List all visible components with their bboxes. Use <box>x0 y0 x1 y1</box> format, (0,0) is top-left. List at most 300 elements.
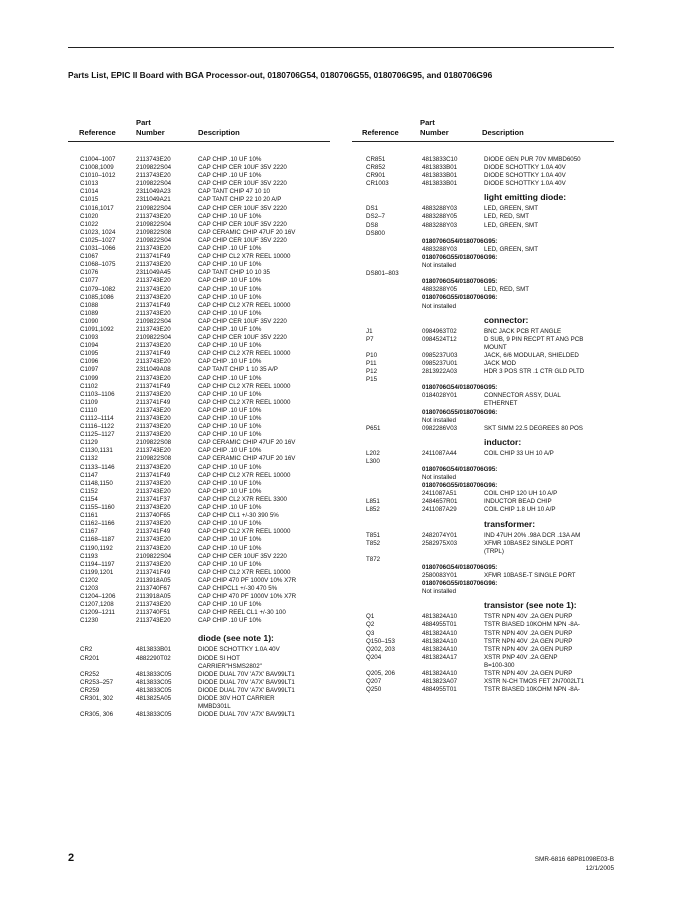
variant-label: 0180706G54/0180706G95: <box>422 563 498 571</box>
row-reference: C1099 <box>80 374 99 382</box>
row-description: CAP CHIP 470 PF 1000V 10% X7R <box>198 593 297 601</box>
row-part-number: 2113743E20 <box>136 536 171 544</box>
row-reference: C1014 <box>80 188 99 196</box>
row-description: CONNECTOR ASSY, DUAL <box>484 392 561 400</box>
row-reference: Q204 <box>366 653 382 661</box>
row-description: CAP CHIP .10 UF 10% <box>198 463 262 471</box>
row-reference: C1132 <box>80 455 98 463</box>
row-description: DIODE DUAL 70V 'A7X' BAV99LT1 <box>198 711 295 719</box>
parts-row <box>80 655 338 663</box>
row-part-number: 2113743E20 <box>136 617 171 625</box>
row-part-number: 2109822S04 <box>136 334 172 342</box>
footer-doc-info <box>535 855 614 873</box>
left-header-rule <box>68 141 330 142</box>
parts-row <box>366 164 624 172</box>
row-description: CAP CHIP .10 UF 10% <box>198 277 262 285</box>
footer-doc-id: SMR-6816 68P81098E03-B <box>534 856 614 863</box>
parts-row <box>80 671 338 679</box>
row-description: CAP CHIP .10 UF 10% <box>198 544 262 552</box>
row-part-number: 2109822S08 <box>136 439 172 447</box>
parts-row <box>366 458 624 466</box>
row-reference: DS800 <box>366 229 385 237</box>
row-reference: C1094 <box>80 342 99 350</box>
variant-label: 0180706G54/0180706G95: <box>422 278 498 286</box>
row-description: CAP CHIP CL2 X7R REEL 10000 <box>198 301 291 309</box>
row-description: CAP CHIP CL2 X7R REEL 10000 <box>198 528 291 536</box>
parts-row <box>80 423 338 431</box>
row-description: CAP CERAMIC CHIP 47UF 20 16V <box>198 439 296 447</box>
row-part-number: 2484657R01 <box>422 498 458 506</box>
row-reference: CR852 <box>366 164 386 172</box>
row-part-number: 2113743E20 <box>136 487 171 495</box>
row-reference <box>366 564 422 572</box>
row-description: TSTR NPN 40V .2A GEN PURP <box>484 669 573 677</box>
row-reference: C1194–1197 <box>80 560 115 568</box>
row-part-number: 2113743E20 <box>136 544 171 552</box>
row-part-number: 2113741F49 <box>136 301 171 309</box>
page-number: 2 <box>68 852 75 864</box>
parts-row <box>366 630 624 638</box>
row-reference: C1067 <box>80 253 99 261</box>
row-description: MOUNT <box>484 343 507 351</box>
row-reference: C1148,1150 <box>80 479 113 487</box>
row-reference: C1130,1131 <box>80 447 113 455</box>
row-reference <box>366 548 422 556</box>
parts-row <box>366 564 624 572</box>
row-reference: P12 <box>366 368 378 376</box>
row-part-number: 4813833C05 <box>136 670 172 678</box>
row-description: DIODE GEN PUR 70V MMBD6050 <box>484 156 581 163</box>
row-reference <box>366 400 422 408</box>
row-part-number <box>422 458 484 466</box>
row-description: CAP CHIP CER 10UF 35V 2220 <box>198 180 287 188</box>
footer-date: 12/1/2005 <box>585 865 614 872</box>
section-heading: connector: <box>484 314 529 325</box>
row-part-number: Not installed <box>422 588 457 596</box>
parts-row <box>366 230 624 238</box>
parts-row <box>366 368 624 376</box>
page-title: Parts List, EPIC II Board with BGA Processor-out, 0180706G54, 0180706G55, 0180706G95, and 0180706G96 <box>68 70 493 80</box>
parts-row <box>80 245 338 253</box>
row-part-number <box>422 556 484 564</box>
row-reference <box>366 409 422 417</box>
row-reference: C1116–1122 <box>80 423 115 431</box>
row-part-number: 2113741F49 <box>136 528 171 536</box>
left-header-description: Description <box>198 128 240 137</box>
section-heading: diode (see note 1): <box>198 633 274 644</box>
row-reference: C1162–1166 <box>80 520 115 528</box>
parts-row <box>80 585 338 593</box>
parts-row <box>80 237 338 245</box>
row-reference: J1 <box>366 327 373 335</box>
parts-row <box>366 506 624 514</box>
row-reference <box>80 663 136 671</box>
row-part-number: 2113743E20 <box>136 212 171 220</box>
parts-row <box>366 213 624 221</box>
row-description <box>484 262 624 270</box>
parts-row <box>80 156 338 164</box>
row-description: CAP CHIP .10 UF 10% <box>198 390 262 398</box>
row-reference <box>366 344 422 352</box>
parts-row <box>80 286 338 294</box>
parts-row <box>366 638 624 646</box>
row-reference: C1025–1027 <box>80 236 116 244</box>
row-part-number <box>422 548 484 556</box>
row-reference: L851 <box>366 498 380 506</box>
row-part-number: 4813833C05 <box>136 711 172 719</box>
parts-row <box>366 344 624 352</box>
row-reference: Q250 <box>366 686 382 694</box>
row-part-number: 4884955T01 <box>422 686 457 694</box>
row-reference: C1089 <box>80 309 99 317</box>
row-part-number: Not installed <box>422 262 457 270</box>
row-description: CAP CHIP .10 UF 10% <box>198 560 262 568</box>
parts-row <box>366 532 624 540</box>
parts-row <box>366 670 624 678</box>
parts-row <box>366 450 624 458</box>
row-part-number: 2113743E20 <box>136 415 171 422</box>
row-description: XFMR 10BASE-T SINGLE PORT <box>484 572 576 580</box>
right-header-number: Number <box>420 128 449 137</box>
row-reference: C1207,1208 <box>80 601 114 609</box>
parts-row <box>80 472 338 480</box>
parts-row <box>80 455 338 463</box>
row-reference: L300 <box>366 457 380 465</box>
row-description: HDR 3 POS STR .1 CTR GLD PLTD <box>484 368 585 376</box>
row-reference <box>366 588 422 596</box>
parts-row <box>80 569 338 577</box>
parts-row <box>80 277 338 285</box>
row-description: TSTR NPN 40V .2A GEN PURP <box>484 645 573 653</box>
row-description: CAP CHIP CER 10UF 35V 2220 <box>198 220 287 228</box>
parts-row <box>80 164 338 172</box>
row-reference: C1079–1082 <box>80 285 116 293</box>
row-reference: CR301, 302 <box>80 695 114 702</box>
row-part-number: 4813824A10 <box>422 629 458 637</box>
row-part-number: 0984963T02 <box>422 327 457 335</box>
row-reference: C1096 <box>80 358 99 366</box>
row-reference: C1110 <box>80 406 98 414</box>
parts-row <box>80 663 338 671</box>
row-part-number <box>136 663 198 671</box>
row-reference: Q205, 206 <box>366 669 395 677</box>
row-reference: C1093 <box>80 334 99 342</box>
row-description: CAP CHIP CL2 X7R REEL 10000 <box>198 568 291 576</box>
row-description: COIL CHIP 120 UH 10 A/P <box>484 490 558 498</box>
row-description: CAP CHIP .10 UF 10% <box>198 504 262 512</box>
row-description: CAP CHIP CL1 +/-30 390 5% <box>198 512 279 520</box>
row-reference: C1202 <box>80 576 99 584</box>
row-part-number: 2113743E20 <box>136 390 171 398</box>
parts-row <box>80 464 338 472</box>
parts-row <box>366 556 624 564</box>
row-part-number <box>422 230 484 238</box>
row-description: B=100-300 <box>484 661 515 669</box>
row-description: DIODE SCHOTTKY 1.0A 40V <box>484 172 566 180</box>
row-description: LED, GREEN, SMT <box>484 205 538 213</box>
row-description: CAP CHIP CL2 X7R REEL 10000 <box>198 253 291 261</box>
row-description: CAP CHIP .10 UF 10% <box>198 536 262 544</box>
row-reference <box>366 392 422 400</box>
row-part-number: 2109822S08 <box>136 228 172 236</box>
row-reference: C1167 <box>80 528 98 536</box>
row-description: CAP CHIP .10 UF 10% <box>198 374 262 382</box>
row-part-number: 2113743E20 <box>136 431 171 439</box>
row-part-number <box>422 376 484 384</box>
row-description <box>484 376 624 384</box>
row-reference: C1109 <box>80 398 98 406</box>
row-part-number: 2113743E20 <box>136 463 171 471</box>
row-description: DIODE SCHOTTKY 1.0A 40V <box>484 164 566 172</box>
row-reference: C1190,1192 <box>80 544 113 552</box>
row-description: CAP CHIP .10 UF 10% <box>198 325 262 333</box>
row-reference: CR253–257 <box>80 678 114 686</box>
parts-row <box>80 310 338 318</box>
row-reference: C1088 <box>80 301 99 309</box>
row-part-number: 0985237U03 <box>422 351 458 359</box>
row-part-number: 2109822S04 <box>136 317 172 325</box>
parts-row <box>80 229 338 237</box>
parts-row <box>366 352 624 360</box>
row-description: XFMR 10BASE2 SINGLE PORT <box>484 539 574 547</box>
right-header-rule <box>352 141 614 142</box>
row-part-number <box>422 344 484 352</box>
row-reference: T851 <box>366 531 381 539</box>
row-description: JACK MOD <box>484 359 516 367</box>
parts-row <box>80 172 338 180</box>
row-part-number: 2311049A23 <box>136 188 171 196</box>
parts-row <box>80 601 338 609</box>
right-header-description: Description <box>482 128 524 137</box>
row-description: CAP CHIP .10 UF 10% <box>198 479 262 487</box>
variant-label: 0180706G54/0180706G95: <box>422 466 498 473</box>
row-reference: C1090 <box>80 317 99 325</box>
row-part-number: 4813823A07 <box>422 678 458 686</box>
row-part-number: 2311049A45 <box>136 269 171 277</box>
row-description: TSTR NPN 40V .2A GEN PURP <box>484 613 573 621</box>
row-description: CAP CHIP .10 UF 10% <box>198 423 262 431</box>
row-part-number: 4882290T02 <box>136 654 171 662</box>
row-reference: C1193 <box>80 552 98 560</box>
row-reference: CR252 <box>80 670 100 678</box>
row-part-number: 2113743E20 <box>136 172 171 180</box>
row-reference <box>366 384 422 392</box>
parts-row <box>366 303 624 311</box>
row-reference: C1161 <box>80 512 98 520</box>
row-reference: P11 <box>366 359 377 367</box>
row-part-number: 4883288Y03 <box>422 221 458 229</box>
section-heading: transformer: <box>484 518 536 529</box>
row-reference: Q202, 203 <box>366 645 395 653</box>
left-header-part: Part <box>136 118 151 127</box>
row-part-number: 4813833B01 <box>422 180 458 188</box>
parts-row <box>366 376 624 384</box>
row-part-number: 2109822S04 <box>136 236 172 244</box>
parts-row <box>80 577 338 585</box>
row-part-number: Not installed <box>422 474 457 482</box>
parts-row <box>80 504 338 512</box>
row-reference: P651 <box>366 424 381 432</box>
row-description: LED, GREEN, SMT <box>484 245 538 253</box>
row-part-number: 2113741F49 <box>136 398 171 406</box>
parts-row <box>366 262 624 270</box>
right-header-part: Part <box>420 118 435 127</box>
parts-row <box>80 545 338 553</box>
parts-row <box>366 466 624 474</box>
parts-row <box>80 358 338 366</box>
row-reference <box>366 294 422 302</box>
row-reference: C1085,1086 <box>80 293 114 301</box>
row-reference: DS8 <box>366 221 379 229</box>
row-part-number: 2109822S04 <box>136 164 172 172</box>
row-reference: C1076 <box>80 269 99 277</box>
row-description: CAP CHIP 470 PF 1000V 10% X7R <box>198 576 297 584</box>
left-header-number: Number <box>136 128 165 137</box>
row-description: CAP CHIP CER 10UF 35V 2220 <box>198 552 287 560</box>
row-reference <box>366 490 422 498</box>
row-description: (TRPL) <box>484 547 504 555</box>
row-part-number: 4883288Y05 <box>422 213 458 221</box>
parts-row <box>366 172 624 180</box>
row-part-number: 4813833C05 <box>136 686 172 694</box>
row-part-number: 2113743E20 <box>136 560 171 568</box>
row-reference: P10 <box>366 351 378 359</box>
row-description: CAP CHIP REEL CL1 +/-30 100 <box>198 609 286 617</box>
row-part-number <box>136 703 198 711</box>
row-reference: C1125–1127 <box>80 431 115 439</box>
row-part-number: 2113743E20 <box>136 277 171 285</box>
row-description: LED, RED, SMT <box>484 213 530 221</box>
row-part-number: 2580083Y01 <box>422 572 458 580</box>
row-description: CAP CHIP .10 UF 10% <box>198 212 262 220</box>
row-part-number: 2113743E20 <box>136 325 171 333</box>
row-reference <box>366 303 422 311</box>
row-reference: C1230 <box>80 617 99 625</box>
row-reference: C1031–1066 <box>80 245 116 253</box>
row-reference <box>366 482 422 490</box>
row-part-number: 2113743E20 <box>136 479 171 487</box>
row-part-number: 2113740F65 <box>136 512 171 520</box>
row-description: CAP CHIP .10 UF 10% <box>198 617 262 625</box>
row-description <box>484 458 624 466</box>
row-description: CAP CHIP CL2 X7R REEL 3300 <box>198 495 287 503</box>
row-description: CAP CHIP CER 10UF 35V 2220 <box>198 317 287 325</box>
row-description: CAP CHIP .10 UF 10% <box>198 520 262 528</box>
row-reference: DS2–7 <box>366 213 385 221</box>
row-description: CAP CHIP CER 10UF 35V 2220 <box>198 164 287 172</box>
parts-row <box>366 286 624 294</box>
row-reference: C1154 <box>80 495 98 503</box>
parts-row <box>366 270 624 278</box>
row-part-number: 2113743E20 <box>136 504 171 512</box>
row-description: CAP TANT CHIP 1 10 35 A/P <box>198 366 278 374</box>
top-rule <box>68 47 614 48</box>
parts-row <box>80 431 338 439</box>
row-description: CAP TANT CHIP 22 10 20 A/P <box>198 196 282 204</box>
row-description: MMBD301L <box>198 703 231 711</box>
row-reference: Q3 <box>366 629 375 637</box>
row-description: CAP CERAMIC CHIP 47UF 20 16V <box>198 455 296 463</box>
parts-row <box>80 561 338 569</box>
parts-row <box>80 480 338 488</box>
row-description: CAP CHIP CER 10UF 35V 2220 <box>198 204 287 212</box>
parts-row <box>366 392 624 400</box>
row-part-number: 4883288Y05 <box>422 286 458 294</box>
row-reference: C1129 <box>80 439 98 447</box>
row-reference: Q1 <box>366 613 375 621</box>
row-description: JACK, 6/6 MODULAR, SHIELDED <box>484 351 579 359</box>
row-description: CAP CHIP .10 UF 10% <box>198 261 262 269</box>
parts-row <box>80 617 338 625</box>
parts-row <box>366 482 624 490</box>
parts-row <box>366 548 624 556</box>
row-reference: C1077 <box>80 277 99 285</box>
row-description: COIL CHIP 1.8 UH 10 A/P <box>484 506 556 514</box>
parts-row <box>80 553 338 561</box>
parts-row <box>80 302 338 310</box>
row-reference <box>366 262 422 270</box>
row-description <box>484 303 624 311</box>
parts-row <box>366 278 624 286</box>
parts-row <box>80 520 338 528</box>
parts-row <box>366 156 624 164</box>
row-part-number: 2113740F51 <box>136 609 171 617</box>
row-part-number: 2109822S04 <box>136 220 172 228</box>
variant-label: 0180706G54/0180706G95: <box>422 237 498 245</box>
row-reference: P7 <box>366 335 374 343</box>
row-reference: C1203 <box>80 584 99 592</box>
row-reference: CR201 <box>80 654 100 662</box>
row-reference: C1133–1146 <box>80 463 115 471</box>
parts-row <box>366 328 624 336</box>
row-reference: CR1003 <box>366 180 389 188</box>
row-part-number: 2113741F49 <box>136 382 171 390</box>
parts-row <box>366 613 624 621</box>
row-part-number: 4883288Y03 <box>422 245 458 253</box>
parts-row <box>80 439 338 447</box>
parts-row <box>366 360 624 368</box>
row-part-number: 2113918A05 <box>136 593 171 601</box>
row-description: CAP CHIP CL2 X7R REEL 10000 <box>198 471 291 479</box>
row-reference: C1016,1017 <box>80 204 114 212</box>
parts-row <box>80 512 338 520</box>
row-description: CAP CHIP .10 UF 10% <box>198 487 262 495</box>
parts-row <box>366 254 624 262</box>
row-description: CAP CHIP .10 UF 10% <box>198 358 262 366</box>
row-description: CAP CHIP CL2 X7R REEL 10000 <box>198 398 291 406</box>
row-description: CAP CHIP CER 10UF 35V 2220 <box>198 236 287 244</box>
parts-row <box>366 294 624 302</box>
row-reference: C1020 <box>80 212 99 220</box>
variant-label: 0180706G55/0180706G96: <box>422 294 498 302</box>
row-description: XSTR N-CH TMOS FET 2N7002LT1 <box>484 678 585 686</box>
parts-row <box>80 711 338 719</box>
row-reference: C1015 <box>80 196 99 204</box>
row-description: CAP CERAMIC CHIP 47UF 20 16V <box>198 228 296 236</box>
row-reference: L852 <box>366 506 380 514</box>
parts-row <box>80 447 338 455</box>
row-part-number: 2113918A05 <box>136 576 171 584</box>
parts-row <box>366 384 624 392</box>
parts-row <box>80 253 338 261</box>
row-reference <box>366 580 422 588</box>
row-description: CAP CHIPCL1 +/-30 470 5% <box>198 584 278 592</box>
row-description <box>484 474 624 482</box>
parts-row <box>80 415 338 423</box>
row-part-number: 2113741F49 <box>136 471 171 479</box>
row-description: CARRIER"HSMS2802" <box>198 662 262 670</box>
row-part-number: 4813824A10 <box>422 613 458 621</box>
